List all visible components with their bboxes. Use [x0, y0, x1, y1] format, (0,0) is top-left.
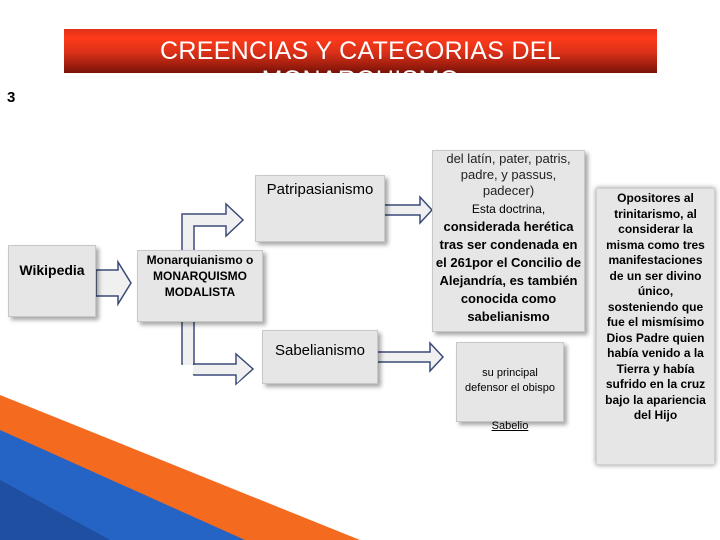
defensor-text — [457, 366, 563, 434]
sabelianismo-label: Sabelianismo — [274, 342, 366, 359]
etymology-text: del latín, pater, patris, padre, y passus, padecer) — [446, 151, 571, 198]
doctrine-text — [433, 200, 584, 326]
arrow-monarquianismo-to-sabelianismo — [182, 320, 253, 384]
monarquianismo-box — [137, 250, 263, 322]
defensor-label: su principal defensor el obispo — [465, 367, 555, 394]
doctrine-lead: Esta doctrina, — [471, 202, 546, 216]
wikipedia-box — [8, 245, 96, 317]
arrow-wikipedia-to-monarquianismo — [96, 262, 131, 304]
arrow-sabelianismo-to-defensor — [377, 343, 443, 371]
slide-number: 3 — [7, 89, 16, 106]
patripasianismo-label: Patripasianismo — [266, 181, 374, 198]
sabelio-link[interactable]: Sabelio — [491, 420, 529, 432]
wikipedia-label: Wikipedia — [19, 262, 85, 278]
slide-title: CREENCIAS Y CATEGORIAS DEL MONARQUISMO — [160, 37, 561, 94]
opositores-box — [596, 188, 715, 465]
patripasianismo-description-box — [432, 150, 585, 332]
title-bar — [64, 29, 657, 94]
opositores-text: Opositores al trinitarismo, al considerar la misma como tres manifestaciones de un ser divino único, sosteniendo que fue el mismísimo Dios Padre quien había venido a la Tierra y había sufrido en la cruz bajo la apariencia del Hijo — [605, 191, 706, 422]
defensor-box — [456, 342, 564, 432]
arrow-patripasianismo-to-center — [382, 197, 432, 223]
patripasianismo-box — [255, 175, 385, 242]
monarquianismo-label: Monarquianismo o MONARQUISMO MODALISTA — [146, 253, 254, 299]
arrow-monarquianismo-to-patripasianismo — [182, 204, 243, 250]
doctrine-body: considerada herética tras ser condenada en el 261por el Concilio de Alejandría, es también conocida como sabelianismo — [435, 219, 582, 324]
sabelianismo-box — [262, 330, 378, 384]
